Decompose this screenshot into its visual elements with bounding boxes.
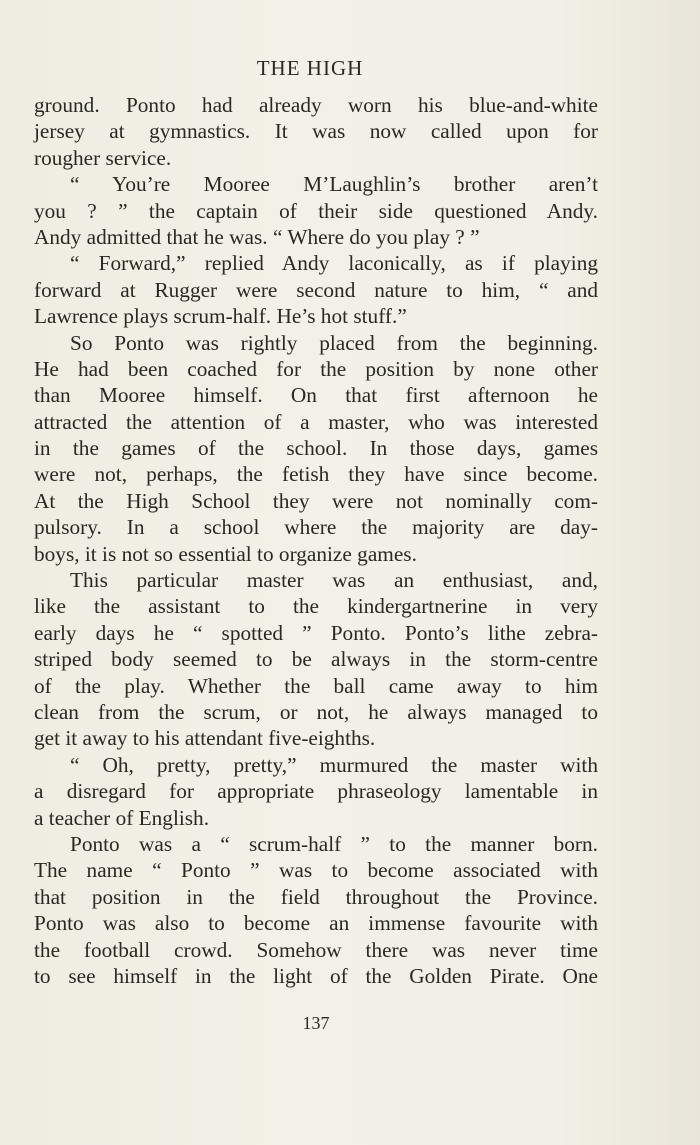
text-line: forward at Rugger were second nature to him, “ and	[34, 277, 598, 302]
text-line: a teacher of English.	[34, 805, 210, 830]
text-line: the football crowd. Somehow there was never time	[34, 937, 598, 962]
text-line: “ Forward,” replied Andy laconically, as if playing	[70, 251, 598, 276]
text-line: Ponto was a “ scrum-half ” to the manner born.	[70, 831, 598, 856]
text-line: “ You’re Mooree M’Laughlin’s brother aren’t	[70, 172, 598, 197]
text-line: He had been coached for the position by none other	[34, 356, 598, 381]
page-number: 137	[302, 1013, 330, 1033]
body-text	[34, 92, 598, 989]
text-line: “ Oh, pretty, pretty,” murmured the master with	[70, 752, 598, 777]
text-line: Ponto was also to become an immense favourite with	[34, 911, 598, 936]
text-line: you ? ” the captain of their side questioned Andy.	[34, 198, 598, 223]
text-line: clean from the scrum, or not, he always managed to	[34, 699, 598, 724]
text-line: than Mooree himself. On that first afternoon he	[34, 383, 598, 408]
text-line: a disregard for appropriate phraseology lamentable in	[34, 779, 598, 804]
text-line: early days he “ spotted ” Ponto. Ponto’s lithe zebra-	[34, 620, 598, 645]
text-line: The name “ Ponto ” was to become associated with	[34, 858, 598, 883]
text-line: of the play. Whether the ball came away to him	[34, 673, 598, 698]
text-line: Lawrence plays scrum-half. He’s hot stuff.”	[34, 304, 407, 329]
text-line: This particular master was an enthusiast, and,	[70, 568, 598, 593]
text-line: So Ponto was rightly placed from the beginning.	[70, 330, 598, 355]
text-line: like the assistant to the kindergartnerine in very	[34, 594, 598, 619]
text-line: boys, it is not so essential to organize games.	[34, 541, 417, 566]
text-line: rougher service.	[34, 145, 172, 170]
text-line: to see himself in the light of the Golden Pirate. One	[34, 963, 598, 988]
text-line: attracted the attention of a master, who was interested	[34, 409, 598, 434]
text-line: striped body seemed to be always in the storm-centre	[34, 647, 598, 672]
text-line: Andy admitted that he was. “ Where do you play ? ”	[34, 224, 480, 249]
text-line: pulsory. In a school where the majority are day-	[34, 515, 598, 540]
text-line: were not, perhaps, the fetish they have since become.	[34, 462, 598, 487]
text-line: jersey at gymnastics. It was now called upon for	[34, 119, 598, 144]
running-head: THE HIGH	[256, 56, 364, 80]
text-line: in the games of the school. In those days, games	[34, 436, 598, 461]
text-line: At the High School they were not nominally com-	[34, 488, 598, 513]
text-line: that position in the field throughout the Province.	[34, 884, 598, 909]
text-line: ground. Ponto had already worn his blue-and-white	[34, 93, 598, 117]
text-line: get it away to his attendant five-eighths.	[34, 726, 376, 751]
